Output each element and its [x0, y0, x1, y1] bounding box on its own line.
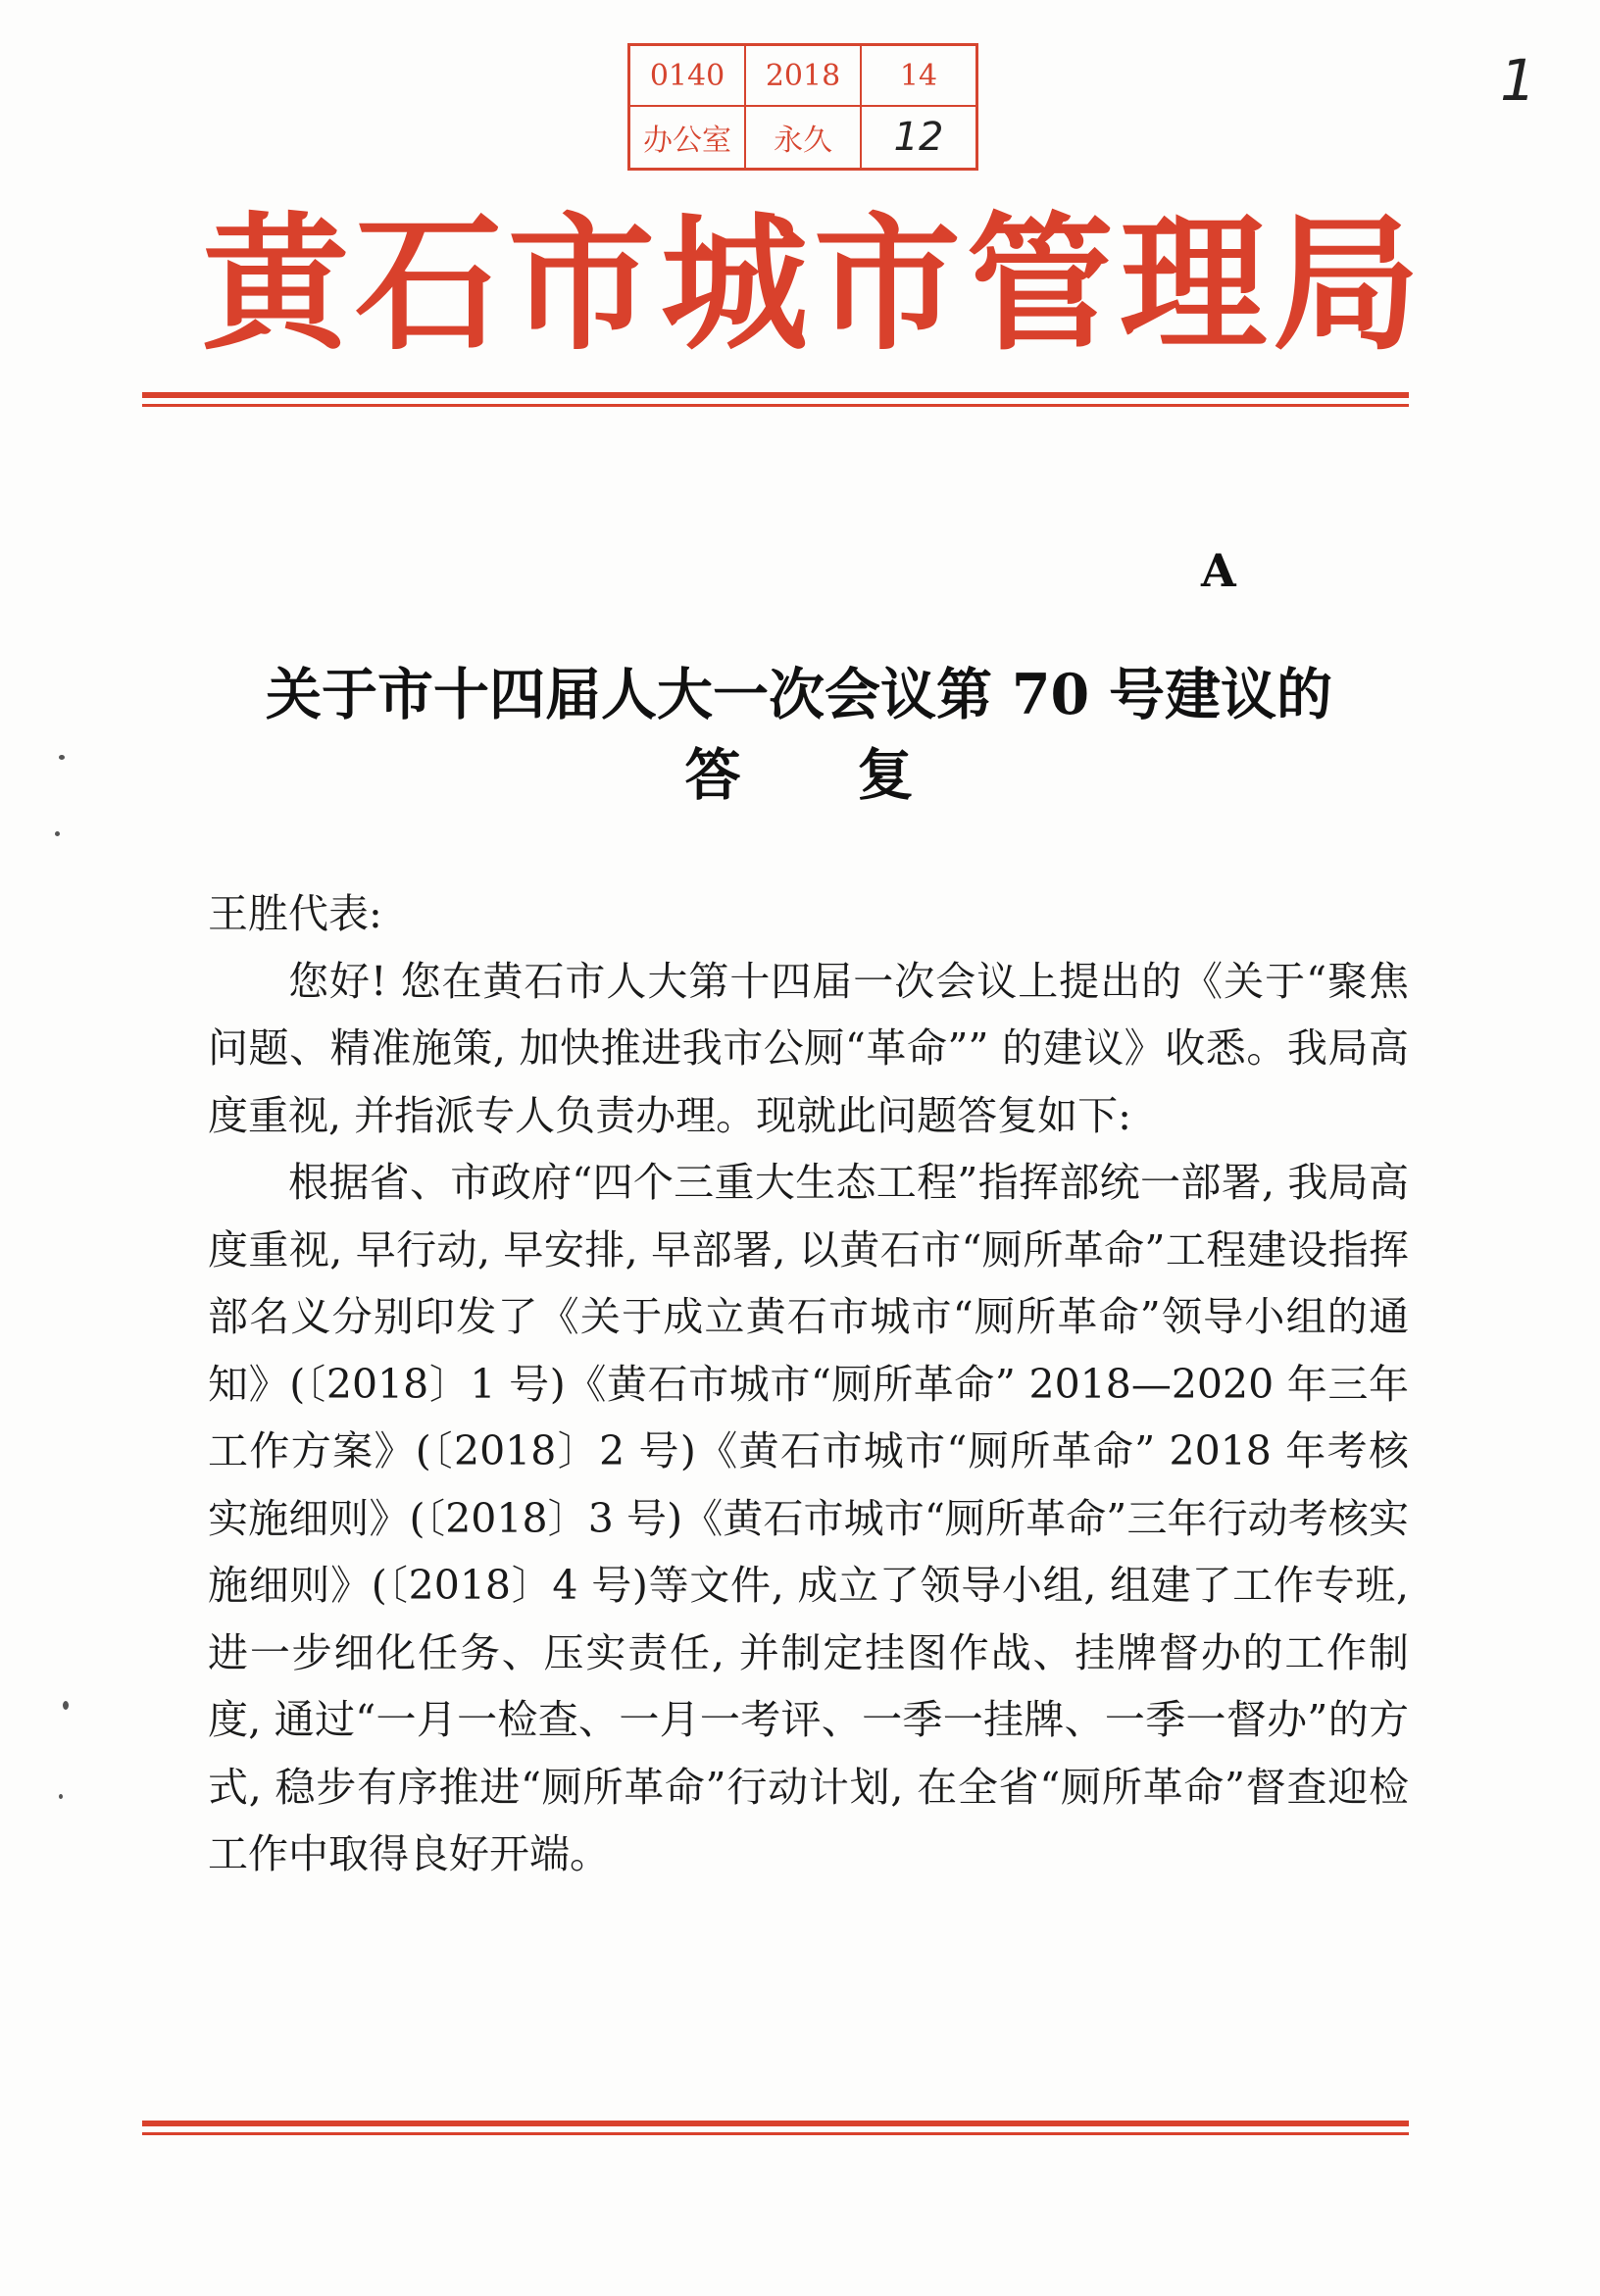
- archive-stamp: [627, 43, 978, 171]
- paragraph: 根据省、市政府“四个三重大生态工程”指挥部统一部署, 我局高度重视, 早行动, 早安排, 早部署, 以黄石市“厕所革命”工程建设指挥部名义分别印发了《关于成立黄石市城市“厕所革命”领导小组的通知》(〔2018〕1 号)《黄石市城市“厕所革命” 2018—2020 年三年工作方案》(〔2018〕2 号)《黄石市城市“厕所革命” 2018 年考核实施细则》(〔2018〕3 号)《黄石市城市“厕所革命”三年行动考核实施细则》(〔2018〕4 号)等文件, 成立了领导小组, 组建了工作专班, 进一步细化任务、压实责任, 并制定挂图作战、挂牌督办的工作制度, 通过“一月一检查、一月一考评、一季一挂牌、一季一督办”的方式, 稳步有序推进“厕所革命”行动计划, 在全省“厕所革命”督查迎检工作中取得良好开端。: [208, 1159, 1409, 1877]
- document-body: [208, 880, 1409, 1888]
- stamp-retention: 永久: [746, 107, 862, 168]
- stamp-volume: 14: [862, 46, 975, 107]
- grade-mark: A: [1201, 544, 1236, 597]
- paragraph: 您好! 您在黄石市人大第十四届一次会议上提出的《关于“聚焦问题、精准施策, 加快推进我市公厕“革命”” 的建议》收悉。我局高度重视, 并指派专人负责办理。现就此问题答复如下:: [208, 957, 1409, 1139]
- document-title: [147, 655, 1451, 816]
- handwritten-page-number: 1: [1500, 47, 1536, 114]
- footer-rule: [142, 2121, 1409, 2135]
- stamp-item-number: 12: [893, 115, 944, 160]
- scan-speck: [59, 1794, 63, 1799]
- salutation: 王胜代表:: [208, 890, 382, 937]
- stamp-year: 2018: [746, 46, 862, 107]
- title-line-2: 答 复: [684, 742, 914, 808]
- scan-speck: [55, 831, 60, 836]
- stamp-category-code: 0140: [630, 46, 746, 107]
- scan-speck: [63, 1701, 69, 1710]
- masthead-title: 黄石市城市管理局: [201, 198, 1425, 371]
- title-line-1: 关于市十四届人大一次会议第 70 号建议的: [265, 662, 1332, 727]
- scan-speck: [59, 755, 65, 760]
- masthead-rule: [142, 392, 1409, 407]
- stamp-department: 办公室: [630, 107, 746, 168]
